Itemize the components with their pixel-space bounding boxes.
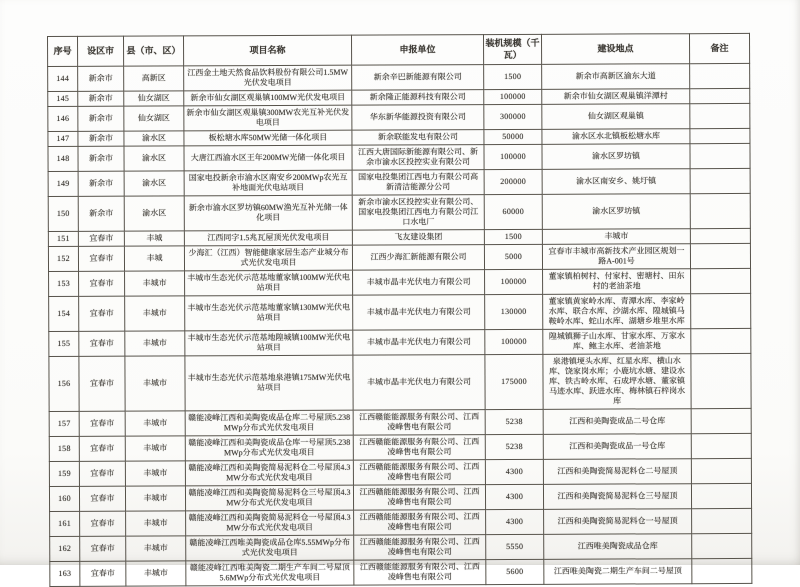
cell-city: 新余市 (78, 92, 124, 107)
cell-county: 丰城市 (126, 511, 186, 536)
cell-city: 宜春市 (80, 562, 126, 587)
header-applicant: 申报单位 (351, 35, 483, 66)
cell-serial: 161 (50, 512, 80, 537)
cell-capacity-kw: 100000 (484, 90, 542, 105)
cell-serial: 146 (48, 107, 78, 132)
cell-applicant: 华东新华能源投资有限公司 (352, 105, 484, 131)
cell-location: 江西和美陶瓷成品二号仓库 (543, 409, 691, 435)
cell-project-name: 板松塘水库50MW光储一体化项目 (184, 131, 352, 147)
cell-county: 渝水区 (124, 171, 184, 196)
cell-city: 新余市 (78, 147, 124, 172)
cell-serial: 145 (48, 92, 78, 107)
cell-capacity-kw: 4300 (486, 510, 544, 535)
cell-remark (691, 354, 751, 409)
cell-capacity-kw: 50000 (484, 130, 542, 145)
table-row (49, 409, 751, 437)
header-remark: 备注 (689, 33, 749, 64)
cell-location: 宜春市丰城市高新技术产业园区规划一路A-001号 (542, 244, 690, 270)
header-serial: 序号 (48, 36, 78, 67)
cell-remark (692, 534, 752, 559)
cell-capacity-kw: 5600 (486, 560, 544, 585)
cell-project-name: 大唐江西渝水区王年200MW光储一体化项目 (184, 146, 352, 172)
cell-capacity-kw: 4300 (485, 460, 543, 485)
cell-remark (690, 169, 750, 194)
table-row (49, 484, 751, 512)
cell-remark (690, 64, 750, 89)
cell-city: 宜春市 (79, 357, 125, 412)
cell-serial: 151 (48, 232, 78, 247)
header-location: 建设地点 (541, 34, 689, 65)
cell-location: 江西唯美陶瓷二期生产车间二号屋顶 (544, 559, 692, 585)
cell-location: 渝水区罗坊镇 (542, 194, 690, 230)
cell-applicant: 丰城市晶丰光伏电力有限公司 (353, 330, 485, 356)
table-row (48, 169, 750, 197)
cell-remark (691, 409, 751, 434)
cell-city: 宜春市 (79, 487, 125, 512)
table-row (49, 294, 751, 332)
cell-capacity-kw: 100000 (485, 270, 543, 295)
cell-county: 丰城市 (126, 561, 186, 586)
cell-project-name: 丰城市生态光伏示范基地隍城镇100MW光伏电站项目 (185, 331, 353, 357)
table-row (48, 104, 750, 132)
cell-remark (692, 509, 752, 534)
cell-project-name: 国家电投新余市渝水区南安乡200MWp农光互补地面光伏电站项目 (184, 171, 352, 197)
cell-project-name: 江西金土地天然食品饮料股份有限公司1.5MW光伏发电项目 (184, 66, 352, 92)
cell-city: 宜春市 (78, 247, 124, 272)
cell-location: 江西和美陶瓷成品一号仓库 (543, 434, 691, 460)
cell-county: 渝水区 (124, 146, 184, 171)
cell-project-name: 丰城市生态光伏示范基地董家镇130MW光伏电站项目 (185, 296, 353, 332)
cell-city: 宜春市 (79, 272, 125, 297)
cell-county: 渝水区 (124, 131, 184, 146)
table-row (50, 509, 752, 537)
cell-county: 仙女湖区 (124, 106, 184, 131)
cell-location: 渝水区水北镇板松塘水库 (542, 129, 690, 145)
cell-location: 江西和美陶瓷简易泥料仓三号屋顶 (543, 484, 691, 510)
cell-project-name: 赣能凌峰江西和美陶瓷简易泥料仓二号屋顶4.3MW分布式光伏发电项目 (185, 461, 353, 487)
cell-location: 仙女湖区观巢镇 (542, 104, 690, 130)
cell-remark (691, 459, 751, 484)
cell-county: 丰城市 (125, 356, 185, 411)
cell-applicant: 国家电投集团江西电力有限公司高新清洁能源分公司 (352, 170, 484, 196)
header-row (48, 33, 750, 66)
cell-remark (691, 329, 751, 354)
cell-remark (691, 484, 751, 509)
cell-county: 丰城市 (125, 436, 185, 461)
cell-county: 丰城 (124, 231, 184, 246)
cell-serial: 155 (49, 332, 79, 357)
table-row (49, 354, 751, 412)
cell-capacity-kw: 200000 (484, 170, 542, 195)
table-row (48, 144, 750, 172)
cell-project-name: 赣能凌峰江西和美陶瓷成品仓库二号屋顶5.238MWp分布式光伏发电项目 (185, 411, 353, 437)
cell-applicant: 江西赣能能源服务有限公司、江西凌峰售电有限公司 (354, 560, 486, 586)
table-header (48, 33, 750, 66)
cell-serial: 162 (50, 537, 80, 562)
cell-remark (690, 144, 750, 169)
table-row (49, 459, 751, 487)
cell-capacity-kw: 1500 (484, 230, 542, 245)
cell-location: 新余市高新区渝东大道 (542, 64, 690, 90)
cell-serial: 158 (49, 437, 79, 462)
cell-city: 宜春市 (79, 412, 125, 437)
cell-applicant: 江西大唐国际新能源有限公司、新余市渝水区投控实业有限公司 (352, 145, 484, 171)
header-capacity-kw: 装机规模（千瓦） (483, 34, 541, 65)
cell-serial: 148 (48, 147, 78, 172)
cell-serial: 156 (49, 357, 79, 412)
cell-remark (690, 89, 750, 104)
cell-location: 董家镇黄家岭水库、青潭水库、李家岭水库、联合水库、沙湖水库、隍城镇马鞍岭水库、蛇山水库、湖塘乡堆里水库 (543, 294, 691, 330)
cell-capacity-kw: 5238 (485, 410, 543, 435)
cell-city: 宜春市 (80, 537, 126, 562)
cell-capacity-kw: 4300 (485, 485, 543, 510)
cell-project-name: 赣能凌峰江西和美陶瓷简易泥料仓三号屋顶4.3MW分布式光伏发电项目 (185, 486, 353, 512)
cell-serial: 160 (49, 487, 79, 512)
cell-applicant: 飞友建设集团 (352, 230, 484, 246)
cell-city: 新余市 (78, 67, 124, 92)
cell-location: 渝水区罗坊镇 (542, 144, 690, 170)
cell-city: 宜春市 (79, 332, 125, 357)
cell-capacity-kw: 300000 (484, 105, 542, 130)
cell-capacity-kw: 60000 (484, 195, 542, 230)
cell-remark (690, 244, 750, 269)
cell-location: 新余市仙女湖区观巢镇洋潭村 (542, 89, 690, 105)
cell-serial: 159 (49, 462, 79, 487)
cell-capacity-kw: 1500 (484, 65, 542, 90)
cell-remark (690, 129, 750, 144)
cell-applicant: 丰城市晶丰光伏电力有限公司 (353, 270, 485, 296)
cell-applicant: 江西赣能能源服务有限公司、江西凌峰售电有限公司 (353, 435, 485, 461)
cell-location: 江西和美陶瓷简易泥料仓一号屋顶 (544, 509, 692, 535)
cell-city: 新余市 (78, 132, 124, 147)
cell-city: 宜春市 (79, 437, 125, 462)
cell-location: 丰城市 (542, 229, 690, 245)
cell-serial: 150 (48, 197, 78, 232)
cell-capacity-kw: 175000 (485, 355, 543, 410)
cell-city: 宜春市 (79, 462, 125, 487)
project-table (47, 33, 752, 587)
header-city: 设区市 (78, 36, 124, 67)
cell-applicant: 新余辛巴新能源有限公司 (352, 65, 484, 91)
cell-city: 宜春市 (79, 297, 125, 332)
cell-project-name: 丰城市生态光伏示范基地董家镇100MW光伏电站项目 (185, 271, 353, 297)
table-row (50, 559, 752, 587)
cell-project-name: 赣能凌峰江西和美陶瓷成品仓库一号屋顶5.238MWp分布式光伏发电项目 (185, 436, 353, 462)
cell-applicant: 丰城市晶丰光伏电力有限公司 (353, 355, 485, 411)
cell-location: 渝水区南安乡、姚圩镇 (542, 169, 690, 195)
cell-serial: 157 (49, 412, 79, 437)
cell-applicant: 江西赣能能源服务有限公司、江西凌峰售电有限公司 (353, 485, 485, 511)
cell-serial: 149 (48, 172, 78, 197)
cell-project-name: 丰城市生态光伏示范基地泉港镇175MW光伏电站项目 (185, 356, 353, 412)
cell-county: 丰城市 (125, 411, 185, 436)
cell-county: 丰城市 (126, 536, 186, 561)
cell-applicant: 江西赣能能源服务有限公司、江西凌峰售电有限公司 (353, 410, 485, 436)
table-row (49, 434, 751, 462)
cell-capacity-kw: 5000 (484, 245, 542, 270)
table-row (49, 269, 751, 297)
cell-city: 宜春市 (78, 232, 124, 247)
table-row (48, 64, 750, 92)
cell-applicant: 新余市渝水区投控实业有限公司、国家电投集团江西电力有限公司江口水电厂 (352, 195, 484, 231)
cell-project-name: 新余市仙女湖区观巢镇100MW光伏发电项目 (184, 91, 352, 107)
cell-remark (691, 434, 751, 459)
cell-location: 董家镇柏树村、付家村、密塘村、田东村的老油茶地 (543, 269, 691, 295)
cell-applicant: 江西赣能能源服务有限公司、江西凌峰售电有限公司 (354, 510, 486, 536)
header-project-name: 项目名称 (184, 35, 352, 66)
cell-serial: 163 (50, 562, 80, 587)
table-body (48, 64, 752, 587)
cell-county: 仙女湖区 (124, 91, 184, 106)
cell-county: 丰城市 (125, 486, 185, 511)
cell-serial: 147 (48, 132, 78, 147)
cell-capacity-kw: 5238 (485, 435, 543, 460)
cell-city: 新余市 (78, 197, 124, 232)
cell-location: 江西和美陶瓷简易泥料仓二号屋顶 (543, 459, 691, 485)
cell-remark (690, 229, 750, 244)
cell-project-name: 赣能凌峰江西唯美陶瓷二期生产车间二号屋顶5.6MWp分布式光伏发电项目 (186, 561, 354, 587)
cell-project-name: 少海汇（江西）智能健康家居生态产业城分布式光伏发电项目 (184, 246, 352, 272)
cell-project-name: 江西同字1.5兆瓦屋顶光伏发电项目 (184, 231, 352, 247)
table-row (49, 329, 751, 357)
cell-capacity-kw: 130000 (485, 295, 543, 330)
cell-remark (690, 104, 750, 129)
cell-project-name: 新余市渝水区罗坊镇60MW渔光互补光储一体化项目 (184, 196, 352, 232)
cell-location: 泉港镇埂头水库、红星水库、横山水库、饶家岗水库；小鹿坑水塘、建设水库、铁古岭水库、石成坪水塘、董家镇马迹水库、跃进水库、梅林镇石梓岗水库 (543, 354, 691, 410)
cell-county: 丰城市 (125, 271, 185, 296)
cell-project-name: 赣能凌峰江西和美陶瓷简易泥料仓一号屋顶4.3MW分布式光伏发电项目 (186, 511, 354, 537)
cell-applicant: 江西少海汇新能源有限公司 (352, 245, 484, 271)
cell-county: 丰城市 (125, 296, 185, 331)
table-row (48, 244, 750, 272)
cell-applicant: 江西赣能能源服务有限公司、江西凌峰售电有限公司 (353, 460, 485, 486)
cell-capacity-kw: 100000 (484, 145, 542, 170)
cell-remark (692, 559, 752, 584)
cell-serial: 153 (49, 272, 79, 297)
header-county: 县（市、区） (124, 36, 184, 67)
cell-remark (691, 269, 751, 294)
cell-location: 隍城镇狮子山水库、甘家水库、万家水库、鲍主水库、老油茶地 (543, 329, 691, 355)
cell-remark (691, 294, 751, 329)
cell-county: 丰城市 (125, 461, 185, 486)
table-row (50, 534, 752, 562)
cell-capacity-kw: 100000 (485, 330, 543, 355)
cell-city: 宜春市 (80, 512, 126, 537)
cell-county: 丰城市 (125, 331, 185, 356)
cell-applicant: 新余联能发电有限公司 (352, 130, 484, 146)
cell-project-name: 赣能凌峰江西唯美陶瓷成品仓库5.55MWp分布式光伏发电项目 (186, 536, 354, 562)
cell-remark (690, 194, 750, 229)
cell-county: 高新区 (124, 66, 184, 91)
cell-capacity-kw: 5550 (486, 535, 544, 560)
cell-applicant: 丰城市晶丰光伏电力有限公司 (353, 295, 485, 331)
cell-applicant: 江西赣能能源服务有限公司、江西凌峰售电有限公司 (354, 535, 486, 561)
cell-county: 丰城 (124, 246, 184, 271)
cell-city: 新余市 (78, 107, 124, 132)
cell-location: 江西唯美陶瓷成品仓库 (544, 534, 692, 560)
cell-serial: 154 (49, 297, 79, 332)
cell-serial: 152 (48, 247, 78, 272)
cell-city: 新余市 (78, 172, 124, 197)
cell-applicant: 新余隆正能源科技有限公司 (352, 90, 484, 106)
cell-project-name: 新余市仙女湖区观巢镇300MW农光互补光伏发电项目 (184, 106, 352, 132)
cell-county: 渝水区 (124, 196, 184, 231)
cell-serial: 144 (48, 67, 78, 92)
table-row (48, 194, 750, 232)
